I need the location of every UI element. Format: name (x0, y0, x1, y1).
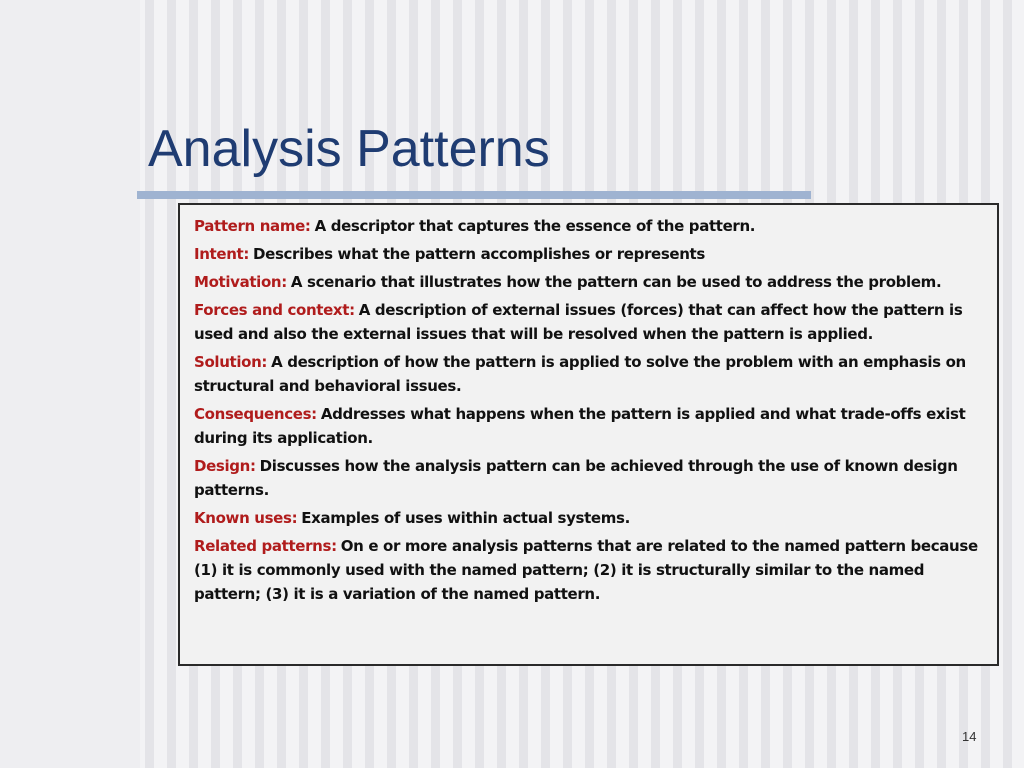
term-description: On e or more analysis patterns that are related to the named pattern because (1) it is commonly used with the named pattern; (2) it is structurally similar to the named pattern; (3) it is a variation of the named pattern. (194, 537, 978, 603)
definition-list (194, 214, 983, 606)
term-description: Addresses what happens when the pattern is applied and what trade-offs exist during its application. (194, 405, 966, 447)
definition-design (194, 454, 983, 502)
definition-pattern-name (194, 214, 983, 238)
term-label: Intent: (194, 245, 250, 263)
term-description: A description of how the pattern is applied to solve the problem with an emphasis on structural and behavioral issues. (194, 353, 966, 395)
slide-left-band (0, 0, 140, 768)
definition-known-uses (194, 506, 983, 530)
term-label: Motivation: (194, 273, 287, 291)
term-description: A descriptor that captures the essence of the pattern. (314, 217, 756, 235)
definition-consequences (194, 402, 983, 450)
definition-forces-and-context (194, 298, 983, 346)
term-label: Known uses: (194, 509, 298, 527)
definition-intent (194, 242, 983, 266)
term-label: Design: (194, 457, 256, 475)
page-title: Analysis Patterns (148, 120, 550, 178)
definitions-box (178, 203, 999, 666)
term-label: Related patterns: (194, 537, 337, 555)
page-number: 14 (962, 729, 977, 744)
term-description: Examples of uses within actual systems. (301, 509, 630, 527)
definition-solution (194, 350, 983, 398)
term-description: Discusses how the analysis pattern can be achieved through the use of known design patterns. (194, 457, 958, 499)
term-label: Consequences: (194, 405, 317, 423)
term-description: A description of external issues (forces) that can affect how the pattern is used and also the external issues that will be resolved when the pattern is applied. (194, 301, 963, 343)
definition-motivation (194, 270, 983, 294)
term-label: Pattern name: (194, 217, 311, 235)
definition-related-patterns (194, 534, 983, 606)
title-underline (137, 191, 811, 199)
term-description: Describes what the pattern accomplishes or represents (253, 245, 705, 263)
term-description: A scenario that illustrates how the pattern can be used to address the problem. (290, 273, 942, 291)
term-label: Forces and context: (194, 301, 355, 319)
term-label: Solution: (194, 353, 268, 371)
